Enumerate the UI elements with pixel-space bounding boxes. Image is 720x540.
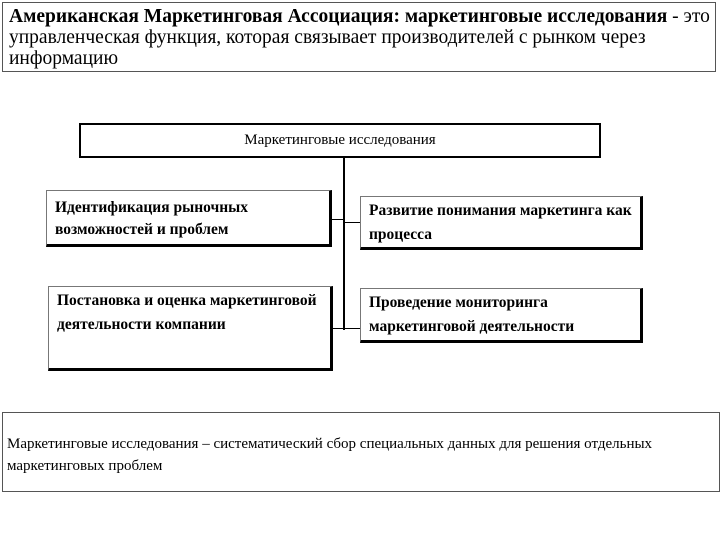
- box-monitoring: [360, 288, 643, 343]
- main-concept-box: [79, 123, 601, 158]
- connector-right-2: [344, 328, 360, 329]
- connector-right-1: [344, 222, 360, 223]
- main-concept-label: Маркетинговые исследования: [244, 132, 436, 148]
- box-understanding: [360, 196, 643, 250]
- box-identification: [46, 190, 332, 247]
- box-identification-label: Идентификация рыночных возможностей и проблем: [55, 199, 249, 238]
- connector-left-1: [332, 219, 344, 220]
- header-bold-text: Американская Маркетинговая Ассоциация: маркетинговые исследования: [9, 6, 668, 27]
- box-understanding-label: Развитие понимания маркетинга как процесса: [369, 202, 632, 243]
- footer-text: Маркетинговые исследования – систематический сбор специальных данных для решения отдельных маркетинговых проблем: [7, 436, 653, 474]
- box-monitoring-label: Проведение мониторинга маркетинговой деятельности: [369, 294, 575, 335]
- definition-header: [2, 2, 716, 72]
- connector-trunk: [343, 158, 345, 330]
- box-evaluation: [48, 286, 333, 371]
- header-regular-text: - это управленческая функция, которая связывает производителей с рынком через информацию: [9, 6, 710, 69]
- connector-left-2: [333, 328, 344, 329]
- box-evaluation-label: Постановка и оценка маркетинговой деятельности компании: [57, 292, 317, 333]
- definition-footer: [2, 412, 720, 492]
